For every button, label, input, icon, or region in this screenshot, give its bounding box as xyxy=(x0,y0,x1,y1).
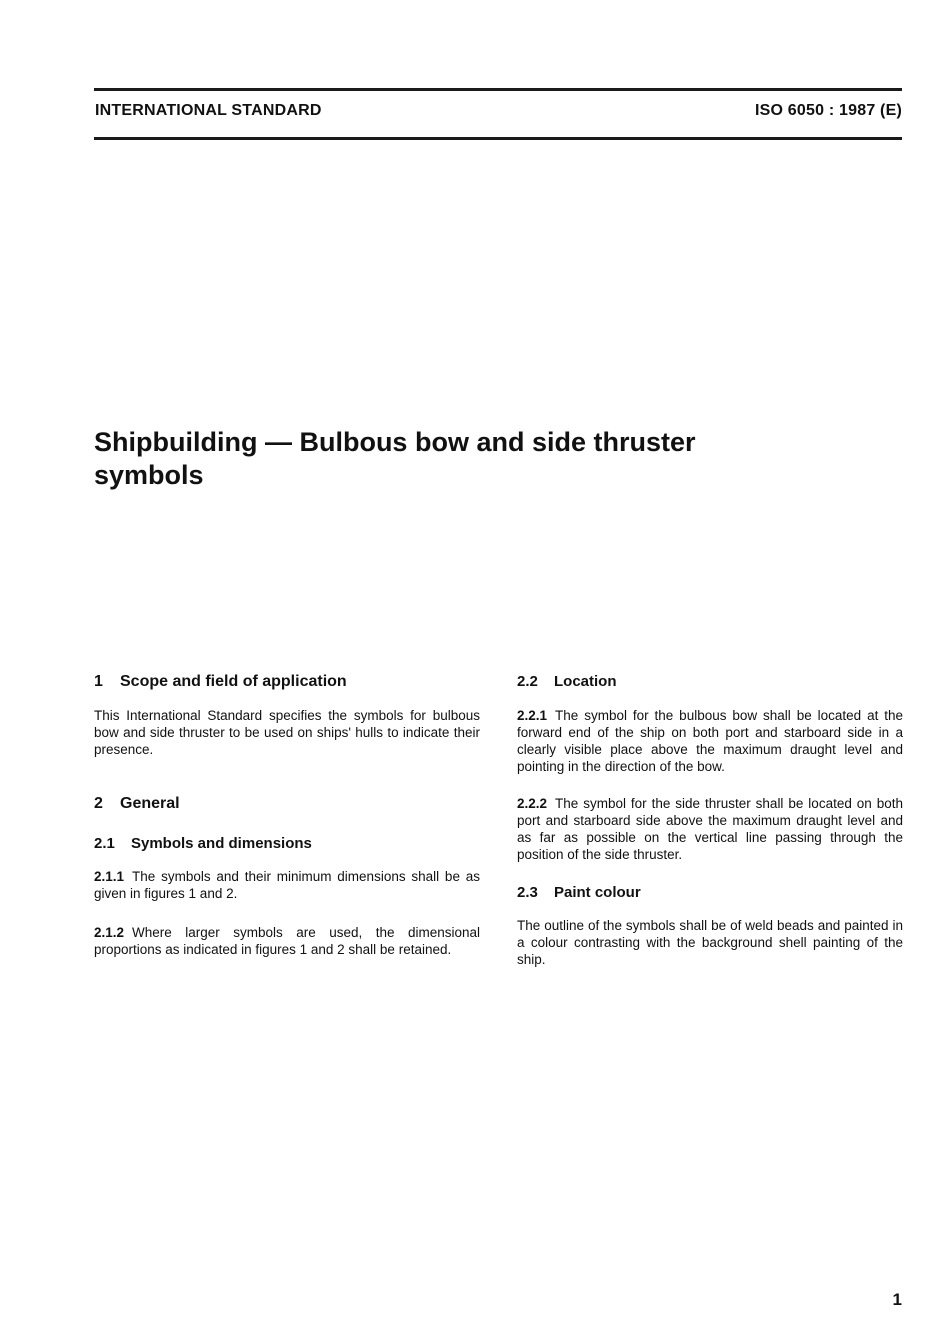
clause-2-1-2 xyxy=(94,924,480,958)
clause-2-2-2 xyxy=(517,795,903,863)
clause-number: 2.2.2 xyxy=(517,796,548,811)
section-number: 2.1 xyxy=(94,835,115,852)
section-number: 2 xyxy=(94,795,103,812)
title-line-2: symbols xyxy=(94,460,204,490)
section-number: 2.3 xyxy=(517,884,538,901)
title-line-1: Shipbuilding — Bulbous bow and side thruster xyxy=(94,427,696,457)
section-title: Symbols and dimensions xyxy=(131,835,312,852)
section-1-heading xyxy=(94,672,480,692)
clause-number: 2.1.2 xyxy=(94,925,125,940)
section-2-3-heading xyxy=(517,883,903,903)
page-number: 1 xyxy=(892,1290,902,1309)
right-column xyxy=(517,672,903,968)
clause-text: The symbol for the side thruster shall be located on both port and starboard side above the maximum draught level and as far as possible on the vertical line passing through the position of the side thruster. xyxy=(517,796,903,862)
clause-number: 2.2.1 xyxy=(517,708,548,723)
section-number: 1 xyxy=(94,673,103,690)
section-2-heading xyxy=(94,794,480,814)
left-column xyxy=(94,672,480,958)
clause-2-1-1 xyxy=(94,868,480,902)
header-top-rule xyxy=(94,88,902,91)
section-number: 2.2 xyxy=(517,673,538,690)
section-title: General xyxy=(120,795,180,812)
clause-2-2-1 xyxy=(517,707,903,775)
section-2-1-heading xyxy=(94,834,480,854)
clause-text: The symbol for the bulbous bow shall be located at the forward end of the ship on both port and starboard side in a clearly visible place above the maximum draught level and pointing in the direction of the bow. xyxy=(517,708,903,774)
clause-text: The symbols and their minimum dimensions shall be as given in figures 1 and 2. xyxy=(94,869,480,901)
document-type: INTERNATIONAL STANDARD xyxy=(95,102,322,119)
standard-reference: ISO 6050 : 1987 (E) xyxy=(755,102,902,119)
clause-number: 2.1.1 xyxy=(94,869,125,884)
document-title xyxy=(94,426,794,492)
section-2-3-text: The outline of the symbols shall be of weld beads and painted in a colour contrasting with the background shell painting of the ship. xyxy=(517,918,903,967)
section-title: Paint colour xyxy=(554,884,641,901)
section-1-text: This International Standard specifies the symbols for bulbous bow and side thruster to be used on ships' hulls to indicate their presence. xyxy=(94,708,480,757)
clause-text: Where larger symbols are used, the dimensional proportions as indicated in figures 1 and 2 shall be retained. xyxy=(94,925,480,957)
section-2-2-heading xyxy=(517,672,903,692)
header-bottom-rule xyxy=(94,137,902,140)
section-title: Scope and field of application xyxy=(120,673,347,690)
section-title: Location xyxy=(554,673,617,690)
